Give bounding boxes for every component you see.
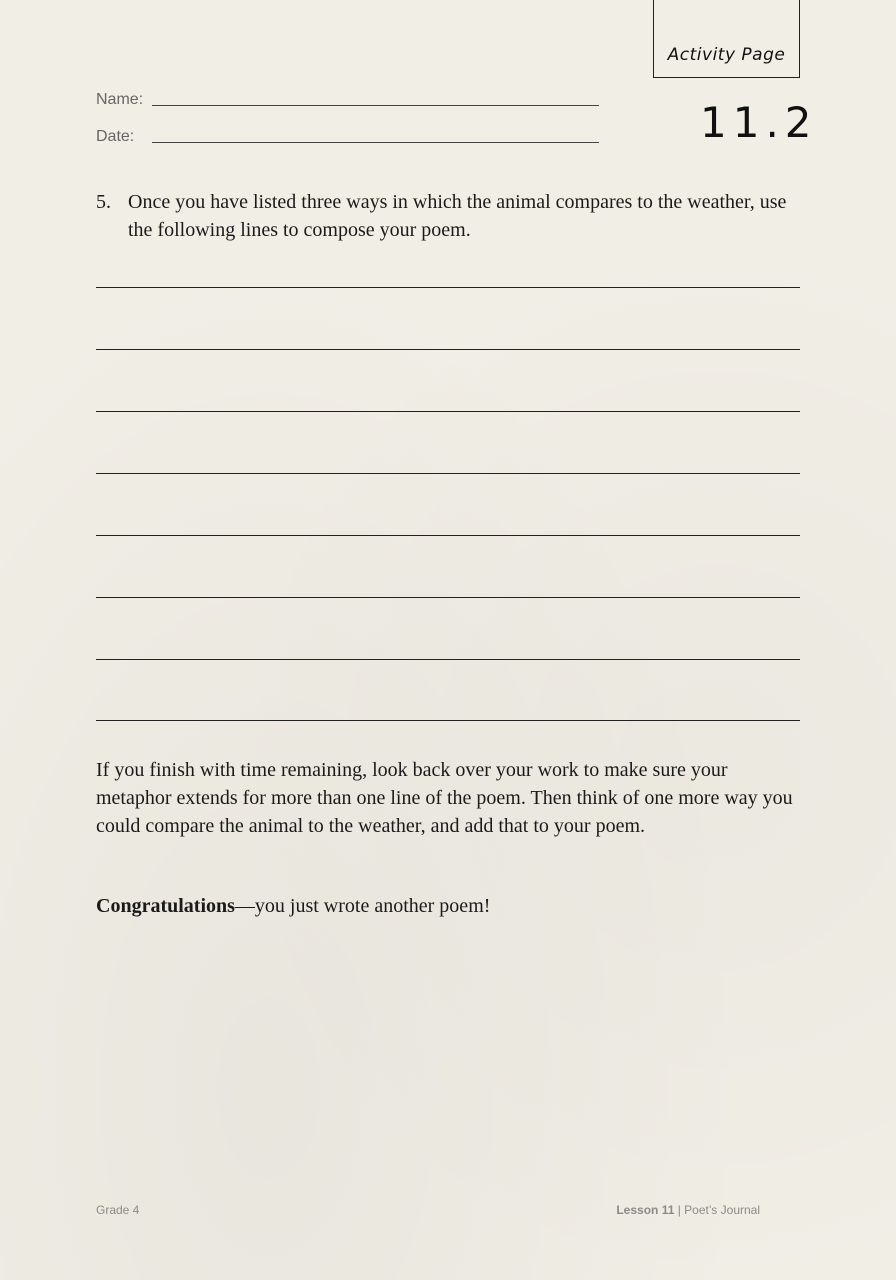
- activity-page-box: [653, 0, 800, 78]
- poem-writing-line[interactable]: [96, 411, 800, 412]
- closing-line: [96, 892, 796, 920]
- activity-page-number: 11.2: [700, 98, 818, 147]
- name-label: Name:: [96, 91, 144, 108]
- activity-page-label: Activity Page: [667, 45, 786, 65]
- poem-writing-line[interactable]: [96, 720, 800, 721]
- footer-lesson: [616, 1203, 760, 1217]
- date-field[interactable]: [152, 128, 599, 143]
- closing-bold: Congratulations: [96, 895, 235, 917]
- question-number: 5.: [96, 191, 111, 213]
- poem-writing-line[interactable]: [96, 473, 800, 474]
- poem-writing-line[interactable]: [96, 349, 800, 350]
- date-label: Date:: [96, 128, 135, 145]
- footer-lesson-number: Lesson 11: [616, 1203, 675, 1217]
- poem-writing-line[interactable]: [96, 287, 800, 288]
- footer-grade: Grade 4: [96, 1203, 140, 1217]
- closing-rest: —you just wrote another poem!: [234, 895, 491, 917]
- question-5: [96, 188, 796, 244]
- poem-writing-line[interactable]: [96, 659, 800, 660]
- question-text: Once you have listed three ways in which the animal compares to the weather, use the following lines to compose your poem.: [128, 191, 787, 241]
- poem-writing-line[interactable]: [96, 535, 800, 536]
- extension-paragraph: If you finish with time remaining, look back over your work to make sure your metaphor extends for more than one line of the poem. Then think of one more way you could compare the animal to the weather, and add that to your poem.: [96, 759, 793, 837]
- footer-book-title: Poet’s Journal: [684, 1203, 760, 1217]
- poem-writing-line[interactable]: [96, 597, 800, 598]
- name-field[interactable]: [152, 91, 599, 106]
- footer-separator: |: [674, 1203, 685, 1217]
